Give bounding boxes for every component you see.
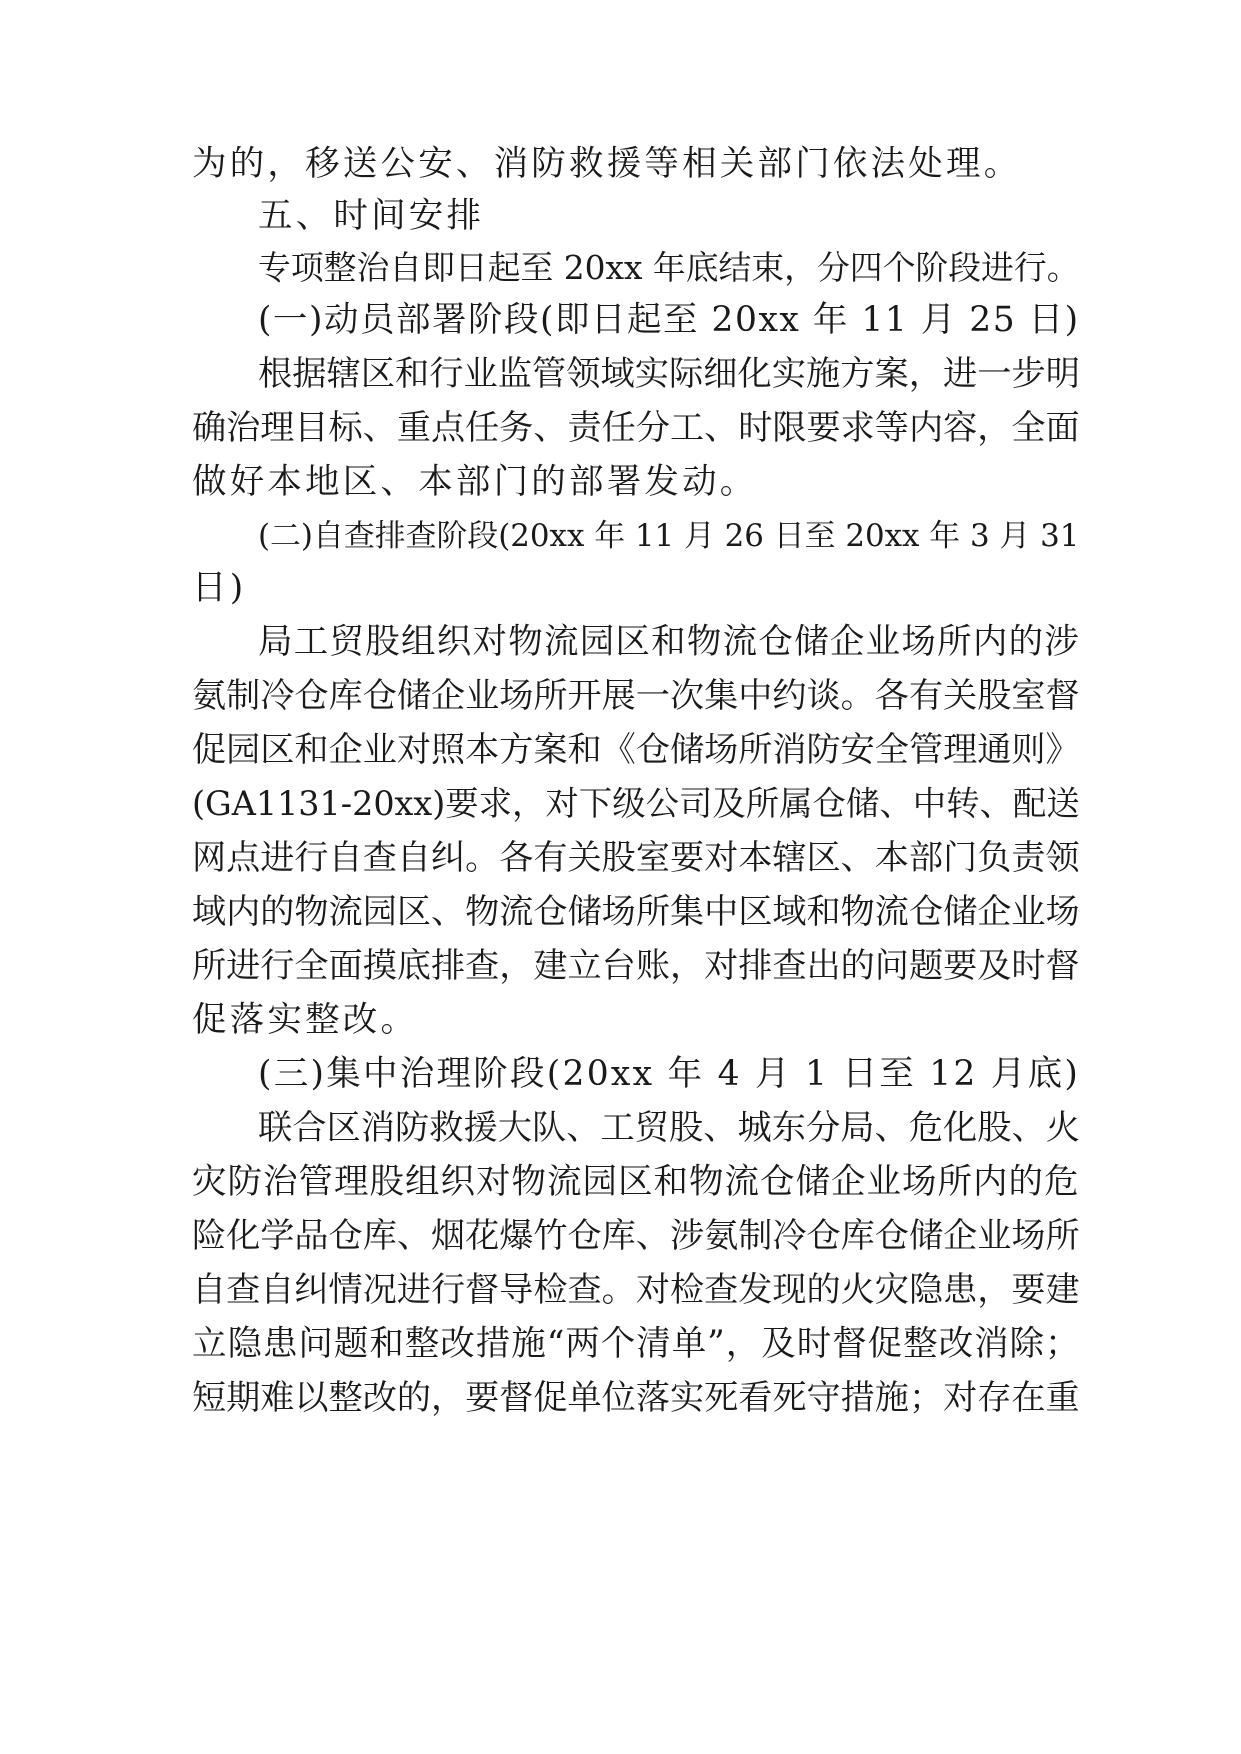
body-line-12: 促园区和企业对照本方案和《仓储场所消防安全管理通则》 xyxy=(192,730,1080,770)
section-heading-time-schedule: 五、时间安排 xyxy=(258,196,485,236)
body-line-14: 网点进行自查自纠。各有关股室要对本辖区、本部门负责领 xyxy=(192,838,1080,878)
body-line-11: 氨制冷仓库仓储企业场所开展一次集中约谈。各有关股室督 xyxy=(192,676,1080,716)
body-line-7: 做好本地区、本部门的部署发动。 xyxy=(192,462,758,502)
body-line-13: (GA1131-20xx)要求，对下级公司及所属仓储、中转、配送 xyxy=(192,784,1080,823)
body-line-17: 促落实整改。 xyxy=(192,1000,419,1040)
stage-heading-2: (二)自查排查阶段(20xx 年 11 月 26 日至 20xx 年 3 月 31 xyxy=(258,518,1080,554)
body-line-22: 自查自纠情况进行督导检查。对检查发现的火灾隐患，要建 xyxy=(192,1270,1080,1310)
body-line-19: 联合区消防救援大队、工贸股、城东分局、危化股、火 xyxy=(258,1108,1081,1148)
body-line-16: 所进行全面摸底排查，建立台账，对排查出的问题要及时督 xyxy=(192,946,1080,986)
stage-heading-1: (一)动员部署阶段(即日起至 20xx 年 11 月 25 日) xyxy=(258,300,1080,340)
stage-heading-3: (三)集中治理阶段(20xx 年 4 月 1 日至 12 月底) xyxy=(258,1054,1081,1094)
stage-heading-2-cont: 日) xyxy=(192,568,247,608)
body-line-1: 为的，移送公安、消防救援等相关部门依法处理。 xyxy=(192,144,1022,184)
body-line-23: 立隐患问题和整改措施“两个清单”，及时督促整改消除； xyxy=(192,1324,1081,1364)
body-line-20: 灾防治管理股组织对物流园区和物流仓储企业场所内的危 xyxy=(192,1162,1080,1202)
body-line-15: 域内的物流园区、物流仓储场所集中区域和物流仓储企业场 xyxy=(192,892,1080,932)
body-line-21: 险化学品仓库、烟花爆竹仓库、涉氨制冷仓库仓储企业场所 xyxy=(192,1216,1080,1256)
body-line-3: 专项整治自即日起至 20xx 年底结束，分四个阶段进行。 xyxy=(258,249,1080,287)
body-line-10: 局工贸股组织对物流园区和物流仓储企业场所内的涉 xyxy=(258,622,1081,662)
body-line-24: 短期难以整改的，要督促单位落实死看死守措施；对存在重 xyxy=(192,1378,1080,1418)
body-line-6: 确治理目标、重点任务、责任分工、时限要求等内容，全面 xyxy=(192,408,1080,448)
body-line-5: 根据辖区和行业监管领域实际细化实施方案，进一步明 xyxy=(258,354,1081,394)
